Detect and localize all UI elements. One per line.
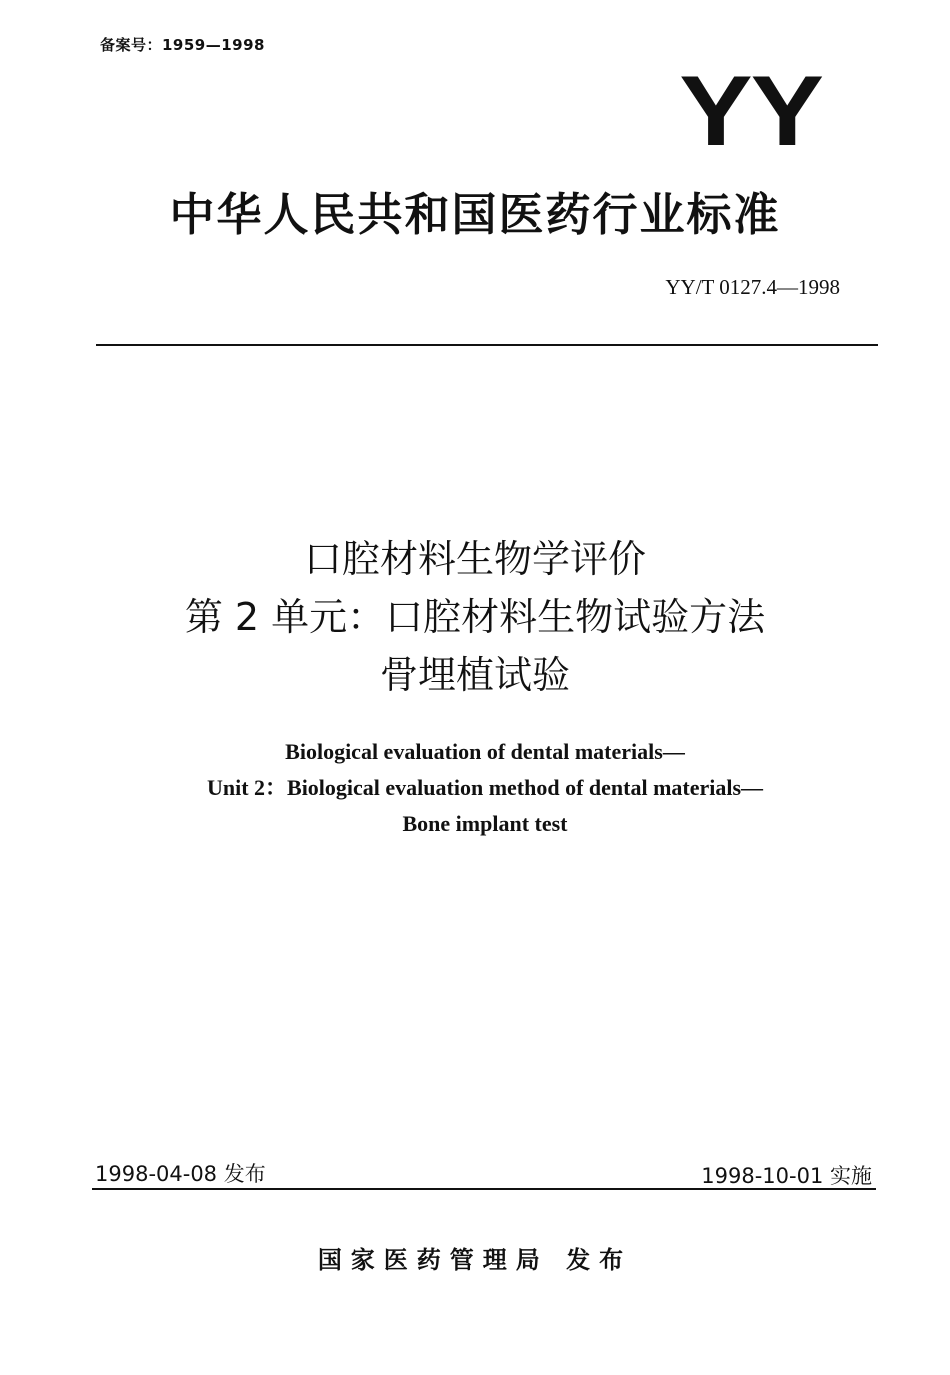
top-divider [96,344,878,346]
bottom-divider [92,1188,876,1190]
english-title-line-3: Bone implant test [402,811,568,836]
issuing-authority: 国家医药管理局 发布 [317,1246,633,1274]
publish-date: 1998-04-08 发布 [95,1162,266,1186]
standard-title: 中华人民共和国医药行业标准 [169,188,781,241]
effective-date: 1998-10-01 实施 [701,1164,872,1188]
chinese-title [0,530,950,704]
standard-number: YY/T 0127.4—1998 [665,275,840,299]
english-title-line-2: Unit 2：Biological evaluation method of dental materials— [206,775,764,800]
record-number: 备案号：1959—1998 [100,36,265,54]
chinese-title-line-2: 第 2 单元：口腔材料生物试验方法 [184,595,766,639]
yy-logo: YY [679,55,822,167]
english-title-line-1: Biological evaluation of dental materials— [285,739,685,764]
english-title [0,734,950,842]
chinese-title-line-3: 骨埋植试验 [379,653,570,697]
chinese-title-line-1: 口腔材料生物学评价 [303,537,646,581]
